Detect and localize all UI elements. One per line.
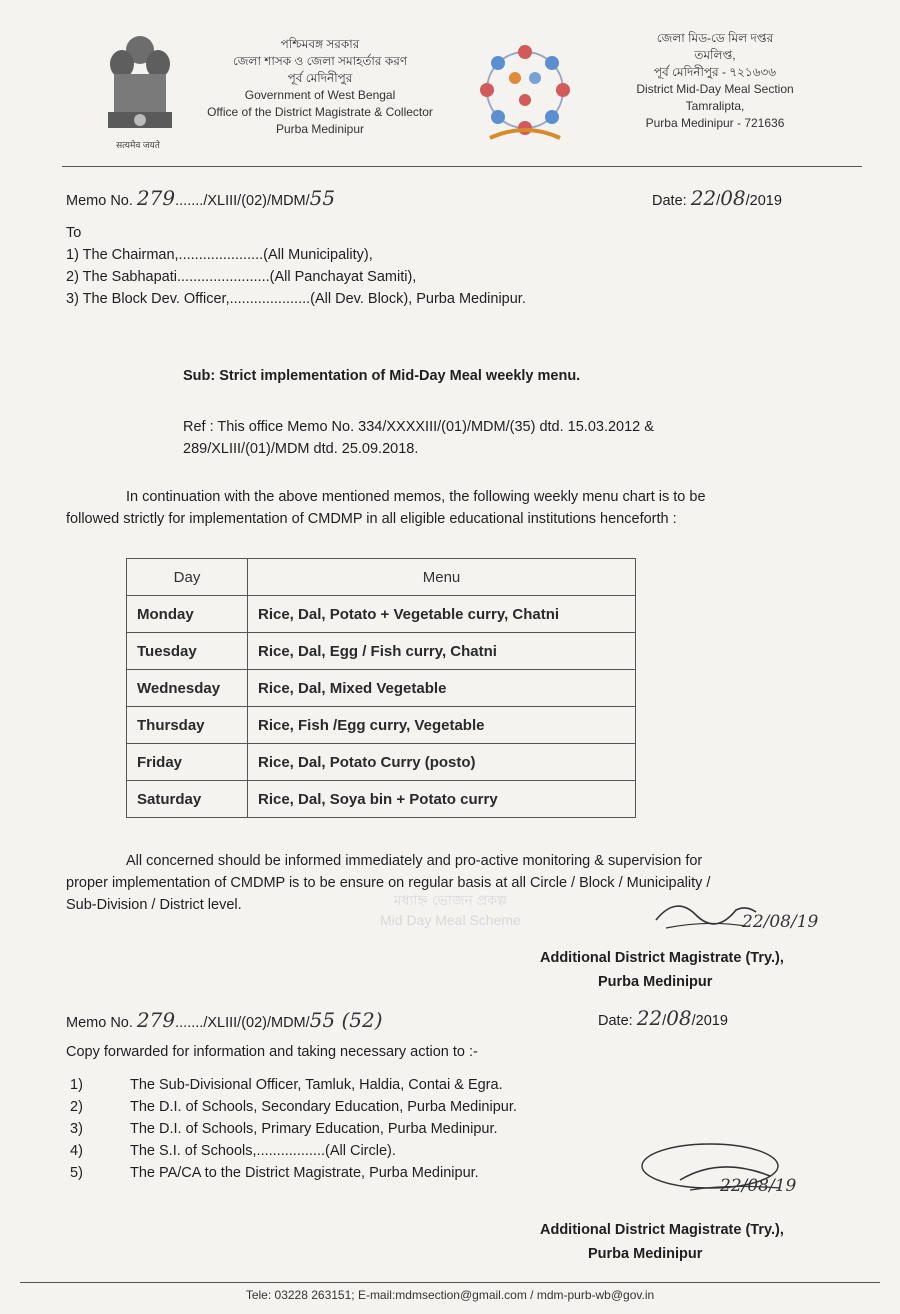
header-right-en-3: Purba Medinipur - 721636 (645, 116, 785, 130)
paragraph-instruction-line-2: proper implementation of CMDMP is to be ensure on regular basis at all Circle / Block / Municipality / (66, 875, 711, 891)
memo-2-date-month-handwritten: 08 (666, 1006, 692, 1030)
reference-line-1: Ref : This office Memo No. 334/XXXXIII/(01)/MDM/(35) dtd. 15.03.2012 & (183, 419, 654, 435)
paragraph-intro (66, 486, 866, 530)
signature-1-date-handwritten: 22/08/19 (742, 912, 819, 932)
table-row (127, 781, 636, 818)
header-menu: Menu (248, 559, 636, 596)
header-right-bengali-3: পূর্ব মেদিনীপুর - ৭২১৬৩৬ (653, 65, 777, 79)
row-day: Saturday (127, 781, 248, 818)
row-day: Thursday (127, 707, 248, 744)
paragraph-intro-line-2: followed strictly for implementation of CMDMP in all eligible educational institutions henceforth : (66, 511, 677, 527)
footer-divider (20, 1282, 880, 1283)
copy-list (70, 1074, 517, 1184)
signature-2-title: Additional District Magistrate (Try.), (540, 1222, 784, 1238)
header-right-bengali-2: তমলিপ্ত, (694, 48, 736, 62)
row-day: Monday (127, 596, 248, 633)
list-item: 5) The PA/CA to the District Magistrate, Purba Medinipur. (70, 1165, 479, 1181)
emblem-caption: सत्यमेव जयते (116, 140, 160, 150)
header-day: Day (127, 559, 248, 596)
reference (183, 416, 654, 460)
memo-2-date-label: Date: (598, 1013, 633, 1029)
row-menu: Rice, Dal, Egg / Fish curry, Chatni (248, 633, 636, 670)
subject-line: Sub: Strict implementation of Mid-Day Meal weekly menu. (183, 368, 581, 384)
memo-2-number-handwritten: 279 (136, 1008, 176, 1032)
list-item: 4) The S.I. of Schools,.................(All Circle). (70, 1143, 396, 1159)
row-menu: Rice, Dal, Mixed Vegetable (248, 670, 636, 707)
memo-dots: ....... (175, 193, 204, 209)
row-menu: Rice, Dal, Soya bin + Potato curry (248, 781, 636, 818)
row-menu: Rice, Dal, Potato Curry (posto) (248, 744, 636, 781)
memo-2-suffix-handwritten: 55 (52) (309, 1008, 383, 1032)
paragraph-instruction-line-1: All concerned should be informed immediately and pro-active monitoring & supervision for (126, 853, 703, 869)
watermark-english: Mid Day Meal Scheme (380, 912, 521, 928)
memo-number-handwritten: 279 (136, 186, 176, 210)
memo-2-date: Date: 22/08/2019 (598, 1006, 728, 1030)
addressees (66, 222, 526, 310)
header-left-block (170, 36, 470, 138)
table-row (127, 744, 636, 781)
header-left-bengali-3: পূর্ব মেদিনীপুর (287, 71, 353, 85)
memo-2-date-day-handwritten: 22 (636, 1006, 663, 1030)
list-item: 3) The D.I. of Schools, Primary Education, Purba Medinipur. (70, 1121, 498, 1137)
row-menu: Rice, Dal, Potato + Vegetable curry, Chatni (248, 596, 636, 633)
memo-mid: /XLIII/(02)/MDM/ (203, 193, 310, 209)
memo-number-line (66, 186, 335, 210)
watermark-bengali: মধ্যাহ্ন ভোজন প্রকল্প (393, 892, 508, 908)
memo-2-mid: /XLIII/(02)/MDM/ (203, 1015, 310, 1031)
list-item: 1) The Sub-Divisional Officer, Tamluk, Haldia, Contai & Egra. (70, 1077, 503, 1093)
header-right-bengali-1: জেলা মিড-ডে মিল দপ্তর (656, 31, 774, 45)
row-menu: Rice, Fish /Egg curry, Vegetable (248, 707, 636, 744)
signature-1-title: Additional District Magistrate (Try.), (540, 950, 784, 966)
header-right-en-2: Tamralipta, (685, 99, 745, 113)
table-row (127, 596, 636, 633)
header-left-en-2: Office of the District Magistrate & Collector (207, 105, 433, 119)
paragraph-intro-line-1: In continuation with the above mentioned memos, the following weekly menu chart is to be (126, 489, 706, 505)
reference-line-2: 289/XLIII/(01)/MDM dtd. 25.09.2018. (183, 441, 419, 457)
memo-prefix: Memo No. (66, 193, 133, 209)
header-right-en-1: District Mid-Day Meal Section (636, 82, 794, 96)
header-left-en-3: Purba Medinipur (275, 122, 365, 136)
footer-contact: Tele: 03228 263151; E-mail:mdmsection@gmail.com / mdm-purb-wb@gov.in (245, 1288, 655, 1302)
copy-forwarded-label: Copy forwarded for information and taking necessary action to :- (66, 1044, 478, 1060)
list-item: 2) The D.I. of Schools, Secondary Education, Purba Medinipur. (70, 1099, 517, 1115)
to-label: To (66, 225, 82, 241)
table-row (127, 670, 636, 707)
memo-2-number-line (66, 1008, 383, 1032)
memo-2-dots: ....... (175, 1015, 204, 1031)
memo-suffix-handwritten: 55 (309, 186, 336, 210)
addressee-2: 2) The Sabhapati.......................(All Panchayat Samiti), (66, 269, 417, 285)
mid-day-meal-logo-icon (470, 38, 580, 148)
header-divider (62, 166, 862, 167)
header-left-bengali-1: পশ্চিমবঙ্গ সরকার (280, 37, 360, 51)
signature-1-place: Purba Medinipur (598, 974, 713, 990)
table-header-row (127, 559, 636, 596)
row-day: Tuesday (127, 633, 248, 670)
row-day: Friday (127, 744, 248, 781)
paragraph-instruction-line-3: Sub-Division / District level. (66, 897, 242, 913)
date-day-handwritten: 22 (690, 186, 717, 210)
header-left-en-1: Government of West Bengal (244, 88, 396, 102)
date-year: /2019 (745, 193, 782, 209)
weekly-menu-table (126, 558, 636, 818)
memo-date: Date: 22/08/2019 (652, 186, 782, 210)
row-day: Wednesday (127, 670, 248, 707)
date-label: Date: (652, 193, 687, 209)
signature-2-place: Purba Medinipur (588, 1246, 703, 1262)
header-right-block (600, 30, 830, 132)
date-month-handwritten: 08 (720, 186, 746, 210)
addressee-1: 1) The Chairman,.....................(All Municipality), (66, 247, 373, 263)
memo-2-date-year: /2019 (691, 1013, 728, 1029)
signature-2-date-handwritten: 22/08/19 (720, 1176, 797, 1196)
header-left-bengali-2: জেলা শাসক ও জেলা সমাহর্তার করণ (232, 54, 408, 68)
addressee-3: 3) The Block Dev. Officer,....................(All Dev. Block), Purba Medinipur. (66, 291, 526, 307)
table-row (127, 633, 636, 670)
table-row (127, 707, 636, 744)
memo-2-prefix: Memo No. (66, 1015, 133, 1031)
